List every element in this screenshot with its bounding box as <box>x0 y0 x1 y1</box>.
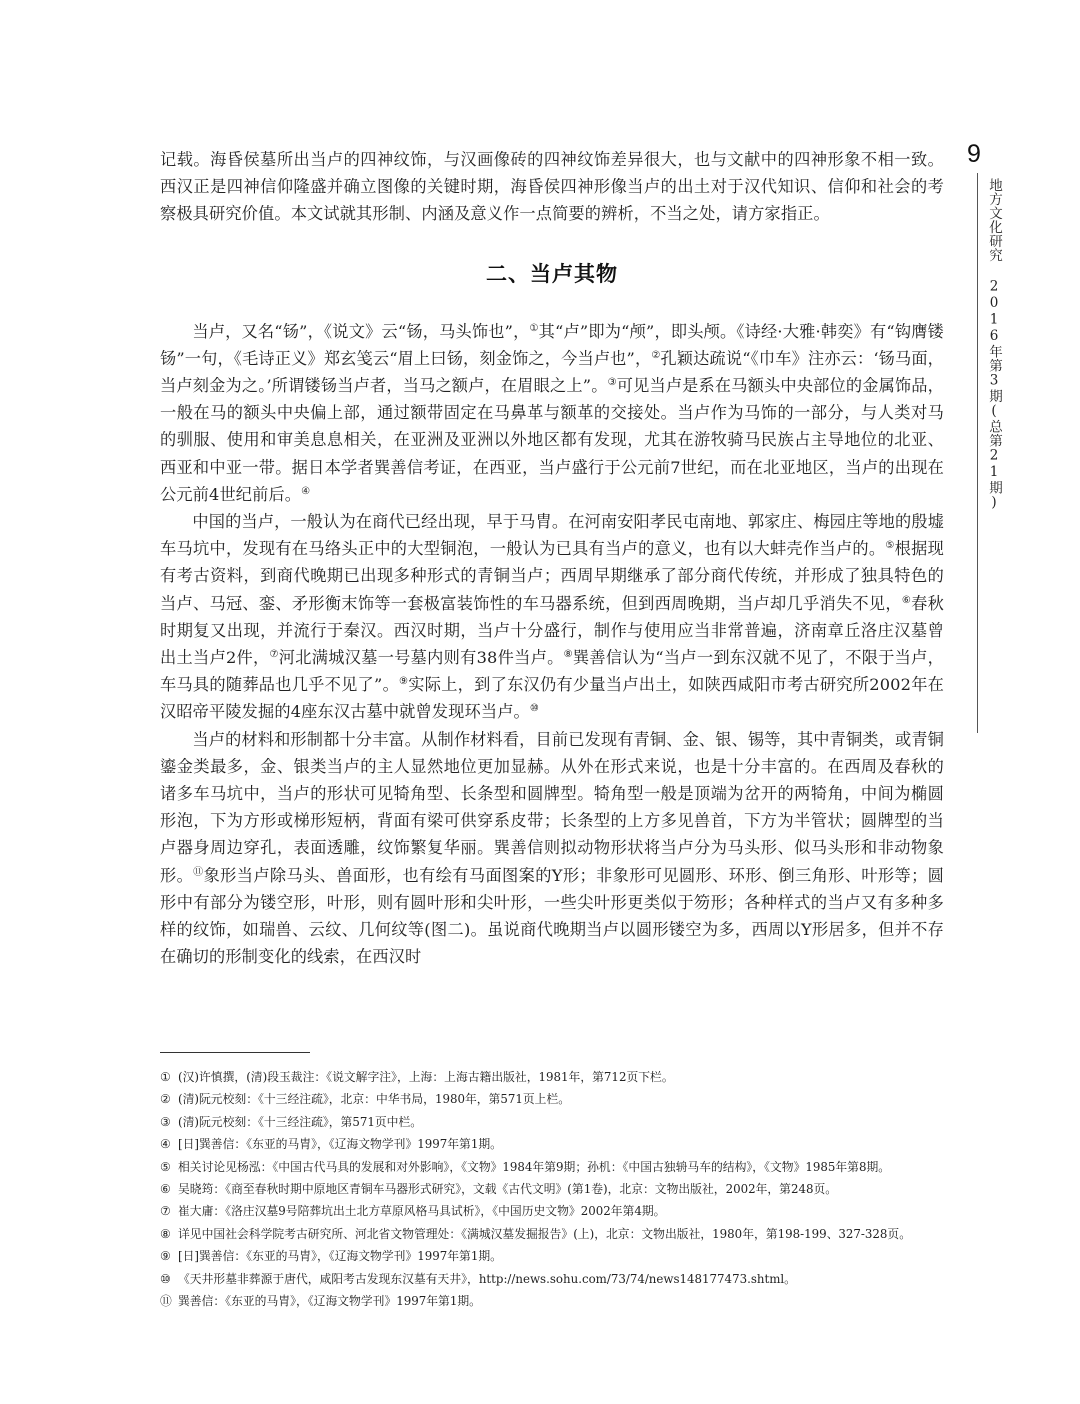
footnote-text: [日]巽善信：《东亚的马胄》，《辽海文物学刊》1997年第1期。 <box>178 1249 502 1264</box>
footnote-marker[interactable]: ⑦ <box>269 649 279 661</box>
text-run: 河北满城汉墓一号墓内则有38件当卢。 <box>278 648 564 668</box>
page-number: 9 <box>967 140 981 168</box>
footnote-text: (汉)许慎撰，(清)段玉裁注：《说文解字注》，上海：上海古籍出版社，1981年，第712页下栏。 <box>178 1070 674 1084</box>
text-run: 巽善信认为“当卢一到东汉就不见了，不限于当卢，车马具的随葬品也几乎不见了”。 <box>160 648 944 695</box>
body-paragraph-3 <box>160 726 944 971</box>
footnote <box>160 1200 944 1222</box>
running-head: 地方文化研究 2016年第3期(总第21期) <box>986 178 1002 511</box>
footnote-number: ⑨ <box>160 1249 171 1264</box>
text-run: 象形当卢除马头、兽面形，也有绘有马面图案的Y形；非象形可见圆形、环形、倒三角形、叶形等；圆形中有部分为镂空形，叶形，则有圆叶形和尖叶形，一些尖叶形更类似于笏形；各种样式的当卢又有多种多样的纹饰，如瑞兽、云纹、几何纹等(图二)。虽说商代晚期当卢以圆形镂空为多，西周以Y形居多，但并不存在确切的形制变化的线索，在西汉时 <box>160 865 944 967</box>
footnote-text: [日]巽善信：《东亚的马胄》，《辽海文物学刊》1997年第1期。 <box>178 1137 502 1152</box>
footnote-text: 崔大庸：《洛庄汉墓9号陪葬坑出土北方草原风格马具试析》，《中国历史文物》2002年第4期。 <box>178 1204 666 1219</box>
footnote-separator <box>160 1052 310 1053</box>
footnote-marker[interactable]: ⑧ <box>563 649 573 661</box>
footnote-text[interactable]: 《天井形墓非葬源于唐代，咸阳考古发现东汉墓有天井》，http://news.sohu.com/73/74/news148177473.shtml。 <box>178 1271 796 1286</box>
footnote-number: ④ <box>160 1137 171 1152</box>
footnote-number: ② <box>160 1092 171 1107</box>
footnote-text: 相关讨论见杨泓：《中国古代马具的发展和对外影响》，《文物》1984年第9期；孙机：《中国古独辀马车的结构》，《文物》1985年第8期。 <box>178 1159 891 1174</box>
footnote <box>160 1245 944 1267</box>
intro-paragraph: 记载。海昏侯墓所出当卢的四神纹饰，与汉画像砖的四神纹饰差异很大，也与文献中的四神形象不相一致。西汉正是四神信仰隆盛并确立图像的关键时期，海昏侯四神形像当卢的出土对于汉代知识、信仰和社会的考察极具研究价值。本文试就其形制、内涵及意义作一点简要的辨析，不当之处，请方家指正。 <box>160 150 944 224</box>
footnote-marker[interactable]: ④ <box>301 485 311 497</box>
footnote-text: 吴晓筠：《商至春秋时期中原地区青铜车马器形式研究》，文载《古代文明》(第1卷)，北京：文物出版社，2002年，第248页。 <box>178 1182 838 1197</box>
body-paragraph-1 <box>160 318 944 508</box>
text-run: 实际上，到了东汉仍有少量当卢出土，如陕西咸阳市考古研究所2002年在汉昭帝平陵发掘的4座东汉古墓中就曾发现环当卢。 <box>160 675 944 722</box>
text-run: 其“卢”即为“颅”，即头颅。《诗经·大雅·韩奕》有“钩膺镂钖”一句，《毛诗正义》郑玄笺云“眉上曰钖，刻金饰之，今当卢也”， <box>160 321 945 368</box>
footnote-number: ⑦ <box>160 1204 171 1219</box>
text-run: 孔颖达疏说“《巾车》注亦云：‘钖马面，当卢刻金为之。’所谓镂钖当卢者，当马之额卢，在眉眼之上”。 <box>160 348 945 396</box>
text-run: 当卢，又名“钖”，《说文》云“钖，马头饰也”， <box>192 321 530 341</box>
footnote <box>160 1066 944 1088</box>
footnote <box>160 1133 944 1155</box>
footnote-marker[interactable]: ⑩ <box>529 703 539 715</box>
footnote-number: ⑧ <box>160 1226 171 1241</box>
footnotes <box>160 1066 944 1312</box>
footnote-marker[interactable]: ② <box>651 349 661 361</box>
footnote-number: ⑩ <box>160 1271 171 1286</box>
footnote-text: 巽善信：《东亚的马胄》，《辽海文物学刊》1997年第1期。 <box>178 1294 481 1309</box>
article-body <box>160 146 944 970</box>
footnote <box>160 1178 944 1200</box>
footnote-marker[interactable]: ⑨ <box>399 676 409 688</box>
section-heading: 二、当卢其物 <box>486 261 618 286</box>
footnote-number: ⑤ <box>160 1159 171 1174</box>
footnote-marker[interactable]: ① <box>529 322 539 334</box>
footnote <box>160 1156 944 1178</box>
footnote <box>160 1111 944 1133</box>
text-run: 春秋时期复又出现，并流行于秦汉。西汉时期，当卢十分盛行，制作与使用应当非常普遍，济南章丘洛庄汉墓曾出土当卢2件， <box>160 593 944 668</box>
body-paragraph-2 <box>160 508 944 726</box>
footnote-number: ③ <box>160 1114 171 1129</box>
footnote <box>160 1290 944 1312</box>
footnote <box>160 1088 944 1110</box>
footnote-number: ① <box>160 1070 171 1084</box>
text-run: 根据现有考古资料，到商代晚期已出现多种形式的青铜当卢；西周早期继承了部分商代传统，并形成了独具特色的当卢、马冠、銮、矛形衡末饰等一套极富装饰性的车马器系统，但到西周晚期，当卢却几乎消失不见， <box>160 539 944 613</box>
footnote-marker[interactable]: ③ <box>607 377 617 389</box>
footnote-marker[interactable]: ⑤ <box>885 540 895 552</box>
footnote-number: ⑪ <box>160 1294 172 1309</box>
text-run: 可见当卢是系在马额头中央部位的金属饰品，一般在马的额头中央偏上部，通过额带固定在马鼻革与额革的交接处。当卢作为马饰的一部分，与人类对马的驯服、使用和审美息息相关，在亚洲及亚洲以外地区都有发现，尤其在游牧骑马民族占主导地位的北亚、西亚和中亚一带。据日本学者巽善信考证，在西亚，当卢盛行于公元前7世纪，而在北亚地区，当卢的出现在公元前4世纪前后。 <box>160 376 945 504</box>
footnote <box>160 1268 944 1290</box>
footnote-text: (清)阮元校刻：《十三经注疏》，第571页中栏。 <box>178 1114 423 1129</box>
footnote-number: ⑥ <box>160 1182 171 1197</box>
footnote-text: (清)阮元校刻：《十三经注疏》，北京：中华书局，1980年，第571页上栏。 <box>178 1092 571 1107</box>
footnote <box>160 1223 944 1245</box>
footnote-marker[interactable]: ⑪ <box>193 866 204 878</box>
footnote-text: 详见中国社会科学院考古研究所、河北省文物管理处：《满城汉墓发掘报告》(上)，北京：文物出版社，1980年，第198-199、327-328页。 <box>178 1226 912 1241</box>
margin-rule <box>977 173 978 733</box>
text-run: 中国的当卢，一般认为在商代已经出现，早于马胄。在河南安阳孝民屯南地、郭家庄、梅园庄等地的殷墟车马坑中，发现有在马络头正中的大型铜泡，一般认为已具有当卢的意义，也有以大蚌壳作当卢的。 <box>160 512 944 559</box>
footnote-marker[interactable]: ⑥ <box>901 594 912 606</box>
text-run: 当卢的材料和形制都十分丰富。从制作材料看，目前已发现有青铜、金、银、锡等，其中青铜类，或青铜鎏金类最多，金、银类当卢的主人显然地位更加显赫。从外在形式来说，也是十分丰富的。在西周及春秋的诸多车马坑中，当卢的形状可见犄角型、长条型和圆牌型。犄角型一般是顶端为岔开的两犄角，中间为椭圆形泡，下为方形或梯形短柄，背面有梁可供穿系皮带；长条型的上方多见兽首，下方为半管状；圆牌型的当卢器身周边穿孔，表面透雕，纹饰繁复华丽。巽善信则拟动物形状将当卢分为马头形、似马头形和非动物象形。 <box>160 729 944 885</box>
